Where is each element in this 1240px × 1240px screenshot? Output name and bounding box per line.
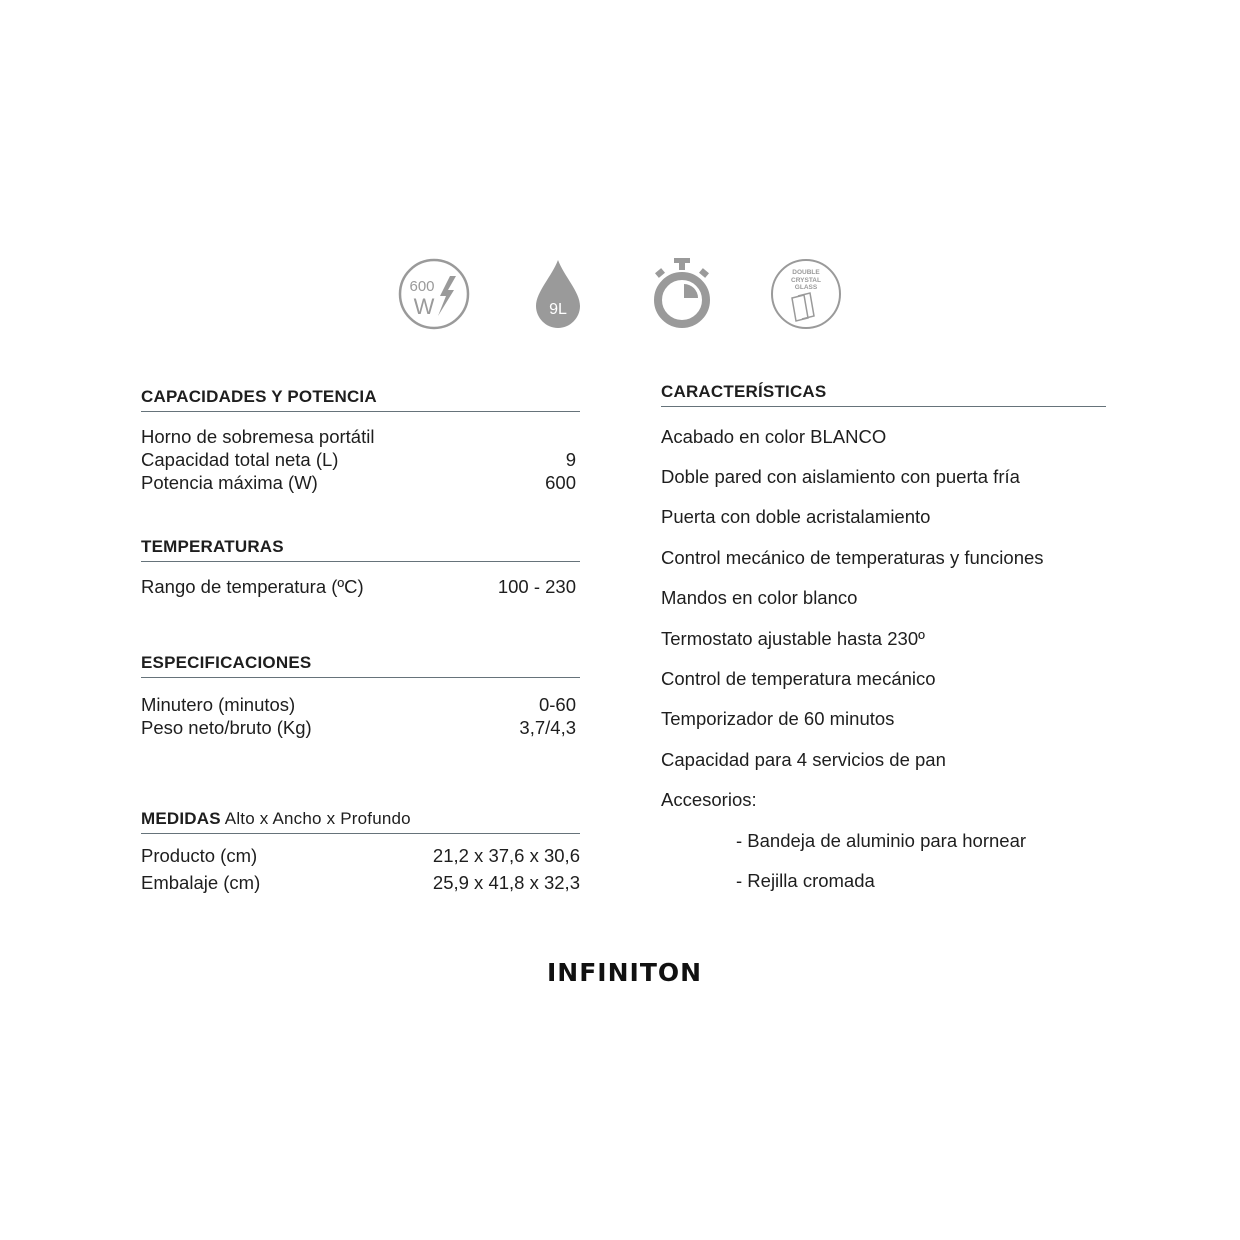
feature-item: Doble pared con aislamiento con puerta fría: [661, 466, 1020, 487]
section-title: TEMPERATURAS: [141, 537, 580, 562]
section-capacidades: [141, 387, 580, 494]
spec-row: Minutero (minutos) 0-60: [141, 694, 576, 715]
section-medidas: [141, 809, 580, 896]
feature-item: Acabado en color BLANCO: [661, 426, 887, 447]
section-title: CAPACIDADES Y POTENCIA: [141, 387, 580, 412]
section-title: CARACTERÍSTICAS: [661, 382, 1106, 407]
feature-icons: [398, 258, 842, 330]
feature-item: Puerta con doble acristalamiento: [661, 506, 931, 527]
svg-text:GLASS: GLASS: [794, 284, 818, 291]
svg-text:600: 600: [409, 278, 435, 295]
section-especificaciones: [141, 653, 580, 739]
section-temperaturas: [141, 537, 580, 598]
accessory-item: - Bandeja de aluminio para hornear: [736, 830, 1027, 851]
spec-row: Capacidad total neta (L) 9: [141, 449, 576, 470]
feature-item: Temporizador de 60 minutos: [661, 708, 895, 729]
power-600w-icon: [398, 258, 470, 330]
timer-icon: [646, 258, 718, 330]
spec-row: Peso neto/bruto (Kg) 3,7/4,3: [141, 717, 576, 738]
svg-text:CRYSTAL: CRYSTAL: [791, 277, 821, 284]
svg-text:9L: 9L: [549, 301, 567, 318]
accessory-item: - Rejilla cromada: [736, 870, 875, 891]
feature-item: Mandos en color blanco: [661, 587, 858, 608]
spec-row: Producto (cm) 21,2 x 37,6 x 30,6: [141, 845, 580, 866]
spec-row: Rango de temperatura (ºC) 100 - 230: [141, 576, 576, 597]
spec-row: Horno de sobremesa portátil: [141, 426, 375, 447]
spec-row: Embalaje (cm) 25,9 x 41,8 x 32,3: [141, 872, 580, 893]
section-title: ESPECIFICACIONES: [141, 653, 580, 678]
section-title: MEDIDAS Alto x Ancho x Profundo: [141, 809, 580, 834]
feature-item: Capacidad para 4 servicios de pan: [661, 749, 946, 770]
feature-item: Termostato ajustable hasta 230º: [661, 628, 925, 649]
brand-logo: INFINITON: [547, 958, 703, 987]
section-caracteristicas: [661, 382, 1106, 407]
svg-text:W: W: [413, 294, 435, 319]
feature-item: Control de temperatura mecánico: [661, 668, 936, 689]
feature-item: Accesorios:: [661, 789, 757, 810]
svg-text:DOUBLE: DOUBLE: [792, 269, 820, 276]
feature-item: Control mecánico de temperaturas y funciones: [661, 547, 1044, 568]
double-glass-icon: [770, 258, 842, 330]
spec-row: Potencia máxima (W) 600: [141, 472, 576, 493]
capacity-drop-icon: [522, 258, 594, 330]
